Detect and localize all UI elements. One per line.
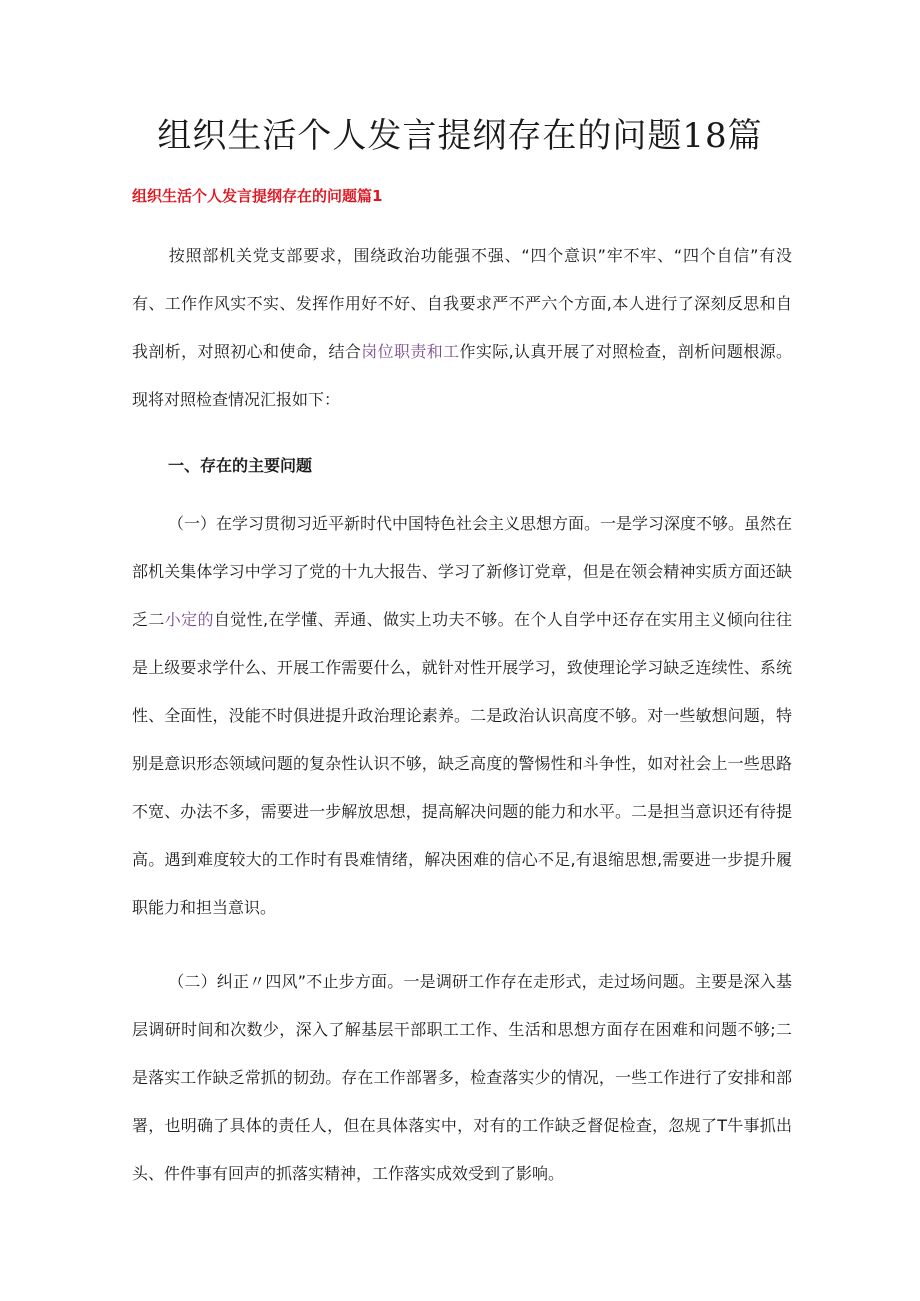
problem1-text-a: （一）在学习贯彻习近平新时代中国特色社会主义思想方面。一是学习深度不够。虽然在部机关集体学习中学习了党的十九大报告、学习了新修订党章，但是在领会精神实质方面还缺乏二 [132, 514, 793, 629]
document-title: 组织生活个人发言提纲存在的问题18篇 [157, 116, 763, 156]
intro-link[interactable]: 岗位职责和工 [361, 342, 460, 361]
problem1-text-b: 自觉性,在学懂、弄通、做实上功夫不够。在个人自学中还存在实用主义倾向往往是上级要求学什么、开展工作需要什么，就针对性开展学习，致使理论学习缺乏连续性、系统性、全面性，没能不时俱进提升政治理论素养。二是政治认识高度不够。对一些敏想问题，特别是意识形态领域问题的复杂性认识不够，缺乏高度的警惕性和斗争性，如对社会上一些思路不宽、办法不多，需要进一步解放思想，提高解决问题的能力和水平。二是担当意识还有待提高。遇到难度较大的工作时有畏难情绪，解决困难的信心不足,有退缩思想,需要进一步提升履职能力和担当意识。 [132, 610, 792, 917]
problem2-text: （二）纠正〃四风”不止步方面。一是调研工作存在走形式，走过场问题。主要是深入基层调研时间和次数少，深入了解基层干部职工工作、生活和思想方面存在困难和问题不够;二是落实工作缺乏常抓的韧劲。存在工作部署多，检查落实少的情况，一些工作进行了安排和部署，也明确了具体的责任人，但在具体落实中，对有的工作缺乏督促检查，忽规了T牛事抓出头、件件事有回声的抓落实精神，工作落实成效受到了影响。 [132, 972, 792, 1183]
section-heading: 组织生活个人发言提纲存在的问题篇1 [132, 187, 383, 205]
problem-paragraph-2 [132, 958, 792, 1198]
problem1-link[interactable]: 小定的 [164, 610, 214, 629]
problem-paragraph-1 [132, 500, 792, 932]
intro-paragraph [132, 232, 792, 424]
intro-text-a: 按照部机关党支部要求，围绕政治功能强不强、“四个意识”牢不牢、“四个自信”有没有、工作作风实不实、发挥作用好不好、自我要求严不严六个方面,本人进行了深刻反思和自我剖析，对照初心和使命，结合 [132, 246, 792, 361]
subheading-main-problems: 一、存在的主要问题 [168, 456, 313, 475]
intro-text-b: 作实际,认真开展了对照检查，剖析问题根源。现将对照检查情况汇报如下： [132, 342, 792, 409]
